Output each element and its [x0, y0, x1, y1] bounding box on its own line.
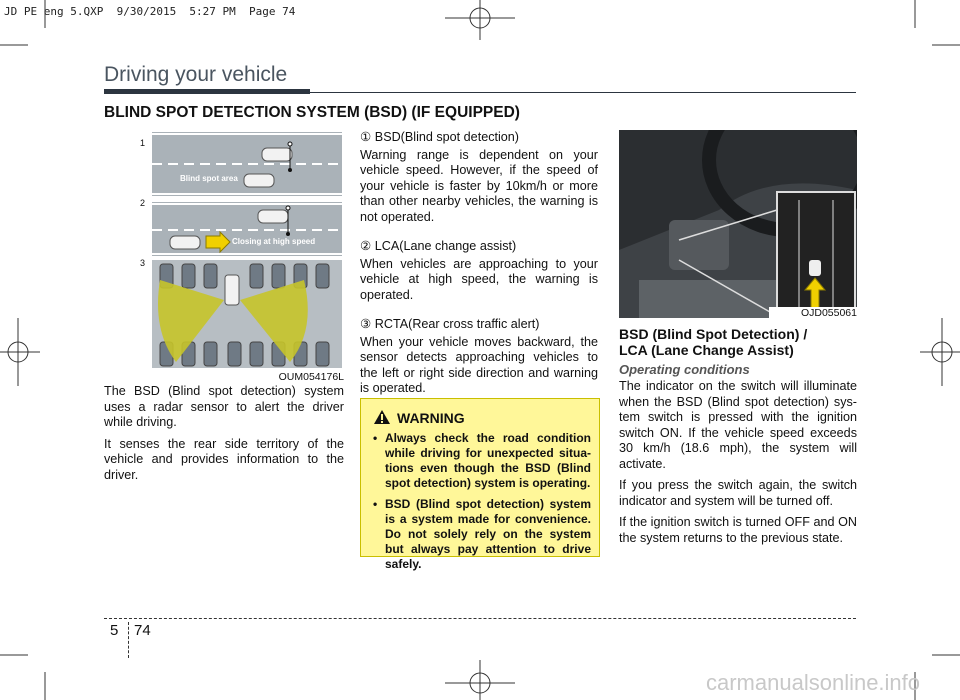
right-paragraph-1: The indicator on the switch will illuminate when the BSD (Blind spot detection) sys-tem switch is pressed with the ignition switch ON. If the vehicle speed exceeds 30 km/h (18.6 mph), the system will activate.: [619, 379, 857, 471]
fig-label-1: 1: [140, 138, 146, 148]
footer-divider: [128, 622, 129, 658]
intro-text: [104, 384, 344, 489]
warning-box: [360, 398, 600, 571]
right-text: [619, 379, 857, 546]
item-3-heading: ③ RCTA(Rear cross traffic alert): [360, 317, 540, 331]
print-header: JD PE eng 5.QXP 9/30/2015 5:27 PM Page 74: [4, 5, 296, 18]
figure2-caption: OJD055061: [769, 307, 857, 319]
warning-bullet-1: • Always check the road condition while driving for unexpected situa-tions even though the BSD (Blind spot detection) system is operating.: [369, 431, 591, 491]
right-column: [619, 326, 857, 552]
warning-bullet-2: • BSD (Blind spot detection) system is a system made for convenience. Do not solely rely on the system but always pay attention to drive safely.: [369, 497, 591, 572]
right-paragraph-2: If you press the switch again, the switch indicator and system will be turned off.: [619, 478, 857, 508]
fig-label-3: 3: [140, 258, 146, 268]
closing-speed-tag: Closing at high speed: [232, 237, 316, 246]
warning-triangle-icon: [373, 409, 391, 430]
main-heading: BLIND SPOT DETECTION SYSTEM (BSD) (IF EQUIPPED): [104, 104, 520, 121]
item-2-heading: ② LCA(Lane change assist): [360, 239, 517, 253]
item-2-text: When vehicles are approaching to your vehicle at high speed, the warning is operated.: [360, 256, 598, 302]
item-1-heading: ① BSD(Blind spot detection): [360, 130, 519, 144]
subhead-line-1: BSD (Blind Spot Detection) /: [619, 326, 808, 342]
figure-switch: [619, 130, 857, 330]
item-3-text: When your vehicle moves backward, the sensor detects approaching vehicles to the left or right side direction and warning is operated.: [360, 334, 598, 395]
figure1-caption: OUM054176L: [278, 371, 344, 383]
operating-conditions: Operating conditions: [619, 362, 750, 377]
warning-title: WARNING: [397, 410, 465, 426]
blind-spot-tag: Blind spot area: [180, 174, 238, 183]
watermark: carmanualsonline.info: [706, 670, 921, 695]
page-number: 74: [134, 622, 151, 639]
chapter-number: 5: [110, 622, 119, 639]
fig-label-2: 2: [140, 198, 146, 208]
section-title: Driving your vehicle: [104, 63, 288, 86]
subhead-line-2: LCA (Lane Change Assist): [619, 342, 794, 358]
intro-paragraph-2: It senses the rear side territory of the vehicle and provides information to the driver.: [104, 436, 344, 482]
system-items: [360, 130, 598, 403]
item-1-text: Warning range is dependent on your vehicle speed. However, if the speed of your vehicle is faster by 10km/h or more than other nearby vehicles, the warning is not operated.: [360, 147, 598, 224]
title-rule: [104, 92, 856, 93]
footer-rule: [104, 618, 856, 619]
figure-bsd-zones: [104, 130, 344, 383]
right-paragraph-3: If the ignition switch is turned OFF and ON the system returns to the previous state.: [619, 515, 857, 545]
switch-photo: [619, 130, 857, 318]
intro-paragraph-1: The BSD (Blind spot detection) system uses a radar sensor to alert the driver while driving.: [104, 384, 344, 429]
warning-list: [369, 431, 591, 578]
bsd-diagram: [104, 130, 344, 370]
